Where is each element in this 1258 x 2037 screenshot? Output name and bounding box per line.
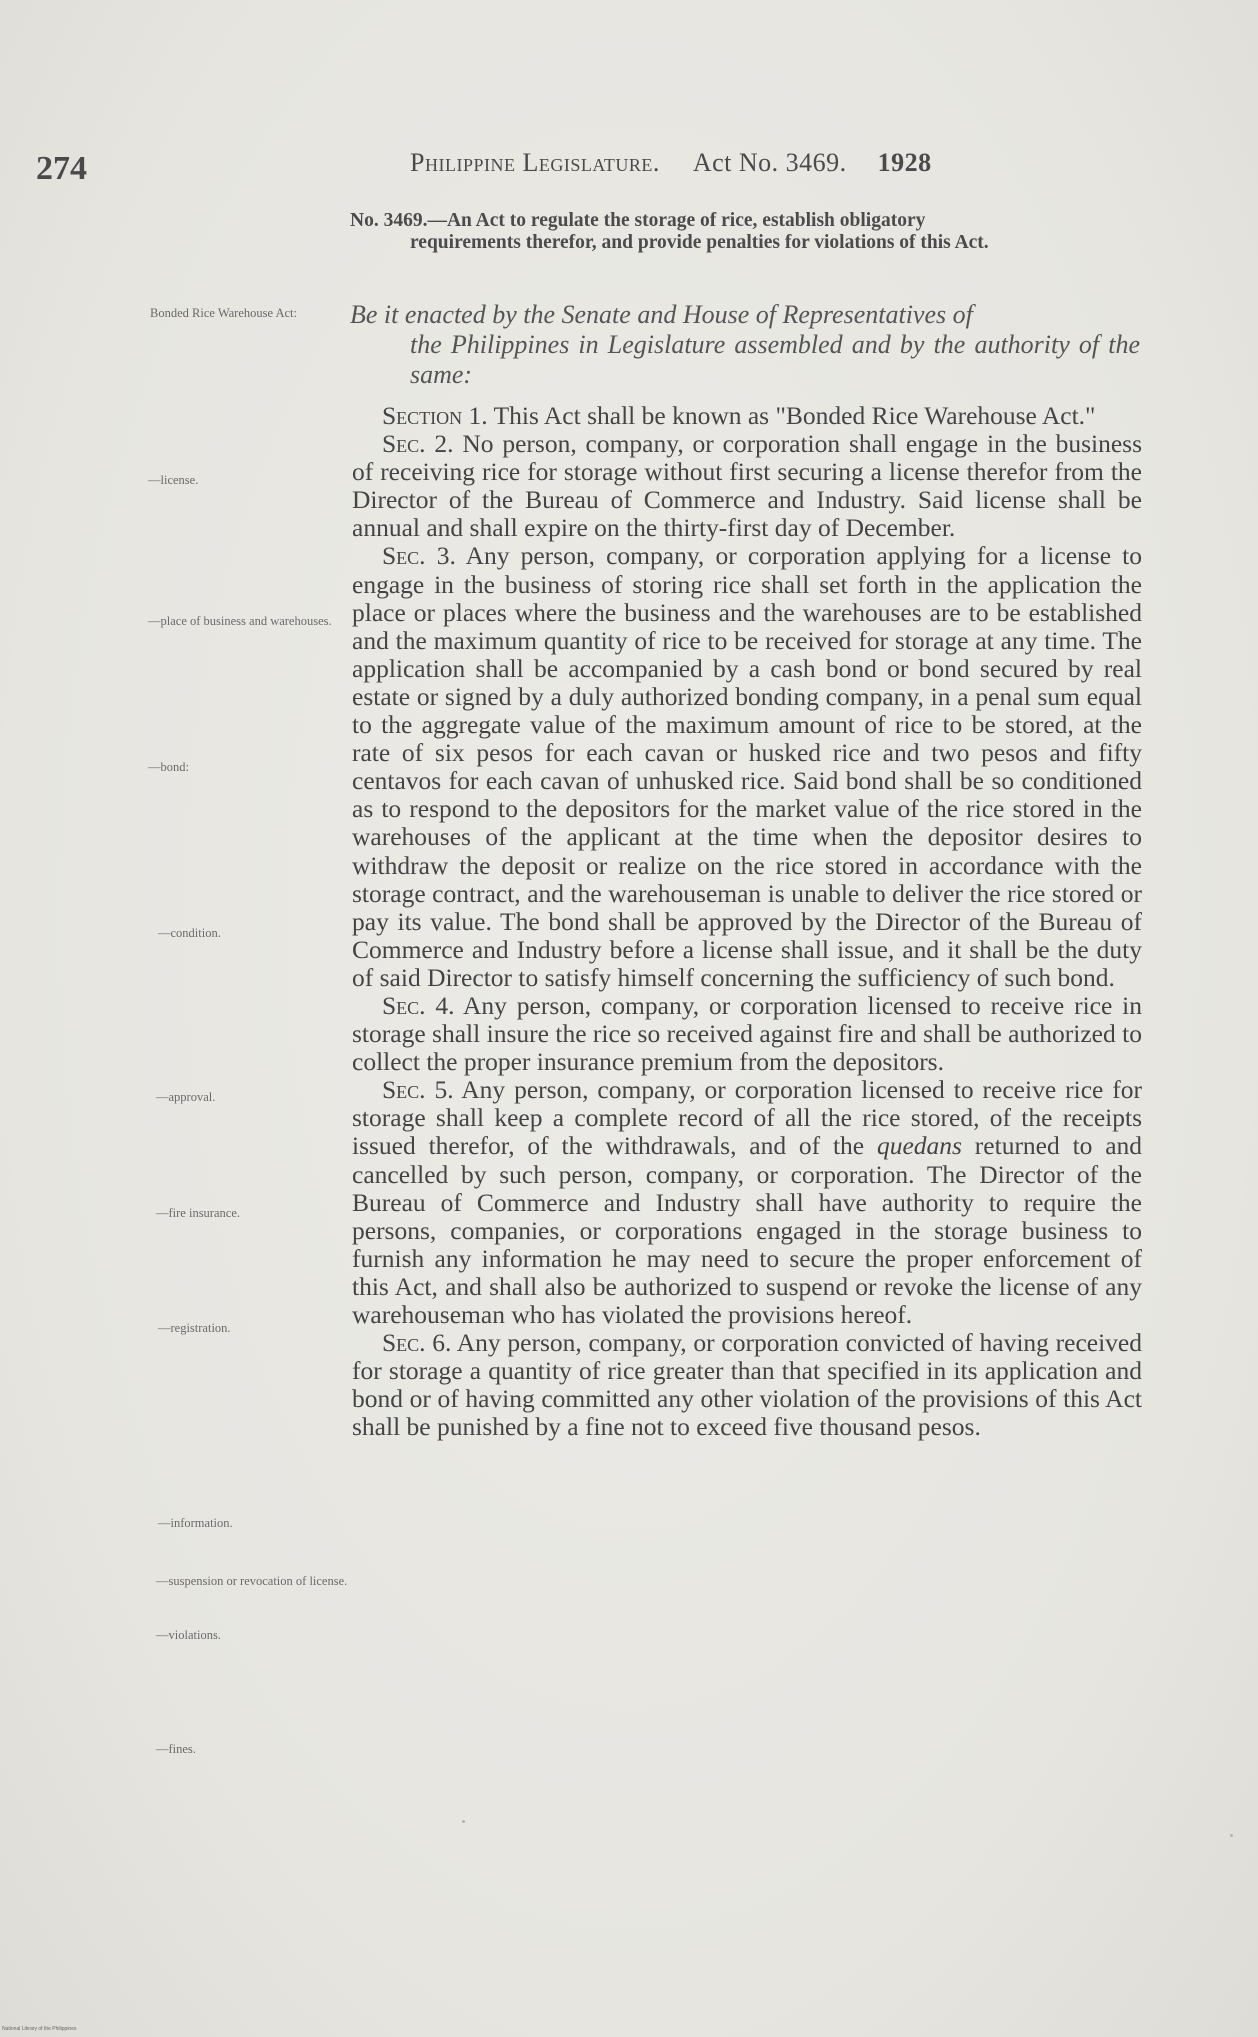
- section-text: Any person, company, or corporation licensed to receive rice in storage shall insure the rice so received against fire and shall be authorized to collect the proper insurance premium from the depositors.: [352, 990, 1142, 1077]
- section-text: Any person, company, or corporation applying for a license to engage in the business of storing rice shall set forth in the application the place or places where the business and the warehouses are to be established and the maximum quantity of rice to be received for storage at any time. The application shall be accompanied by a cash bond or bond secured by real estate or signed by a duly authorized bonding company, in a penal sum equal to the aggregate value of the maximum amount of rice to be stored, at the rate of six pesos for each cavan or husked rice and two pesos and fifty centavos for each cavan of unhusked rice. Said bond shall be so conditioned as to respond to the depositors for the market value of the rice stored in the warehouses of the applicant at the time when the depositor desires to withdraw the deposit or realize on the rice stored in accordance with the storage contract, and the warehouseman is unable to deliver the rice stored or pay its value. The bond shall be approved by the Director of the Bureau of Commerce and Industry before a license shall issue, and it shall be the duty of said Director to satisfy himself concerning the sufficiency of such bond.: [352, 541, 1142, 992]
- act-title-first-line: No. 3469.—An Act to regulate the storage of rice, establish obligatory: [350, 210, 926, 231]
- margin-note-violations: —violations.: [156, 1628, 221, 1642]
- paper-speck: [1230, 1834, 1233, 1837]
- margin-note-place-of-business: —place of business and warehouses.: [148, 614, 332, 628]
- section-label: Sec. 4.: [382, 990, 455, 1020]
- margin-note-fire-insurance: —fire insurance.: [156, 1206, 240, 1220]
- margin-note-condition: —condition.: [158, 926, 221, 940]
- section-label: Sec. 6.: [382, 1328, 452, 1358]
- running-head: [410, 148, 1090, 178]
- section-5: [352, 1076, 1142, 1329]
- act-title-rest: requirements therefor, and provide penalties for violations of this Act.: [410, 232, 989, 253]
- margin-note-bond: —bond:: [148, 760, 189, 774]
- act-body: [352, 402, 1142, 1441]
- running-head-act: Act No. 3469.: [692, 148, 847, 177]
- running-head-year: 1928: [877, 148, 932, 177]
- section-6: [352, 1329, 1142, 1441]
- section-text-before: Any person, company, or corporation licensed to receive rice for storage shall keep a complete record of all the rice stored, of the receipts issued therefor, of the withdrawals, and of the: [352, 1075, 1143, 1161]
- section-3: [352, 542, 1142, 992]
- enacting-clause: [350, 300, 1140, 390]
- margin-note-bonded-rice: Bonded Rice Warehouse Act:: [150, 306, 297, 320]
- section-text: This Act shall be known as "Bonded Rice Warehouse Act.": [493, 401, 1096, 430]
- enacting-clause-first-line: Be it enacted by the Senate and House of Representatives of: [350, 300, 973, 329]
- section-text-after: returned to and cancelled by such person, company, or corporation. The Director of the Bureau of Commerce and Industry shall have authority to require the persons, companies, or corporations engaged in the storage business to furnish any information he may need to secure the proper enforcement of this Act, and shall also be authorized to suspend or revoke the license of any warehouseman who has violated the provisions hereof.: [352, 1131, 1143, 1329]
- margin-note-suspension: —suspension or revocation of license.: [156, 1574, 348, 1588]
- running-head-publication: Philippine Legislature.: [410, 148, 660, 177]
- paper-speck: [462, 1820, 465, 1823]
- section-label: Sec. 2.: [382, 429, 454, 459]
- act-title: [350, 210, 1145, 254]
- margin-note-fines: —fines.: [156, 1742, 196, 1756]
- section-1: [352, 402, 1142, 430]
- library-footer: National Library of the Philippines: [2, 2026, 77, 2032]
- section-text: No person, company, or corporation shall engage in the business of receiving rice for storage without first securing a license therefor from the Director of the Bureau of Commerce and Industry. Said license shall be annual and shall expire on the thirty-first day of December.: [352, 429, 1143, 543]
- page-number: 274: [36, 150, 87, 187]
- section-label: Section 1.: [382, 401, 488, 430]
- margin-note-license: —license.: [148, 473, 199, 487]
- section-2: [352, 430, 1142, 542]
- section-label: Sec. 5.: [382, 1075, 454, 1105]
- margin-note-information: —information.: [158, 1516, 233, 1530]
- section-label: Sec. 3.: [382, 541, 456, 571]
- section-text: Any person, company, or corporation convicted of having received for storage a quantity of rice greater than that specified in its application and bond or of having committed any other violation of the provisions of this Act shall be punished by a fine not to exceed five thousand pesos.: [352, 1328, 1142, 1442]
- margin-note-approval: —approval.: [156, 1090, 216, 1104]
- enacting-clause-rest: the Philippines in Legislature assembled and by the authority of the same:: [410, 330, 1140, 389]
- section-italic-term: quedans: [876, 1131, 962, 1161]
- margin-note-registration: —registration.: [158, 1321, 231, 1335]
- section-4: [352, 992, 1142, 1076]
